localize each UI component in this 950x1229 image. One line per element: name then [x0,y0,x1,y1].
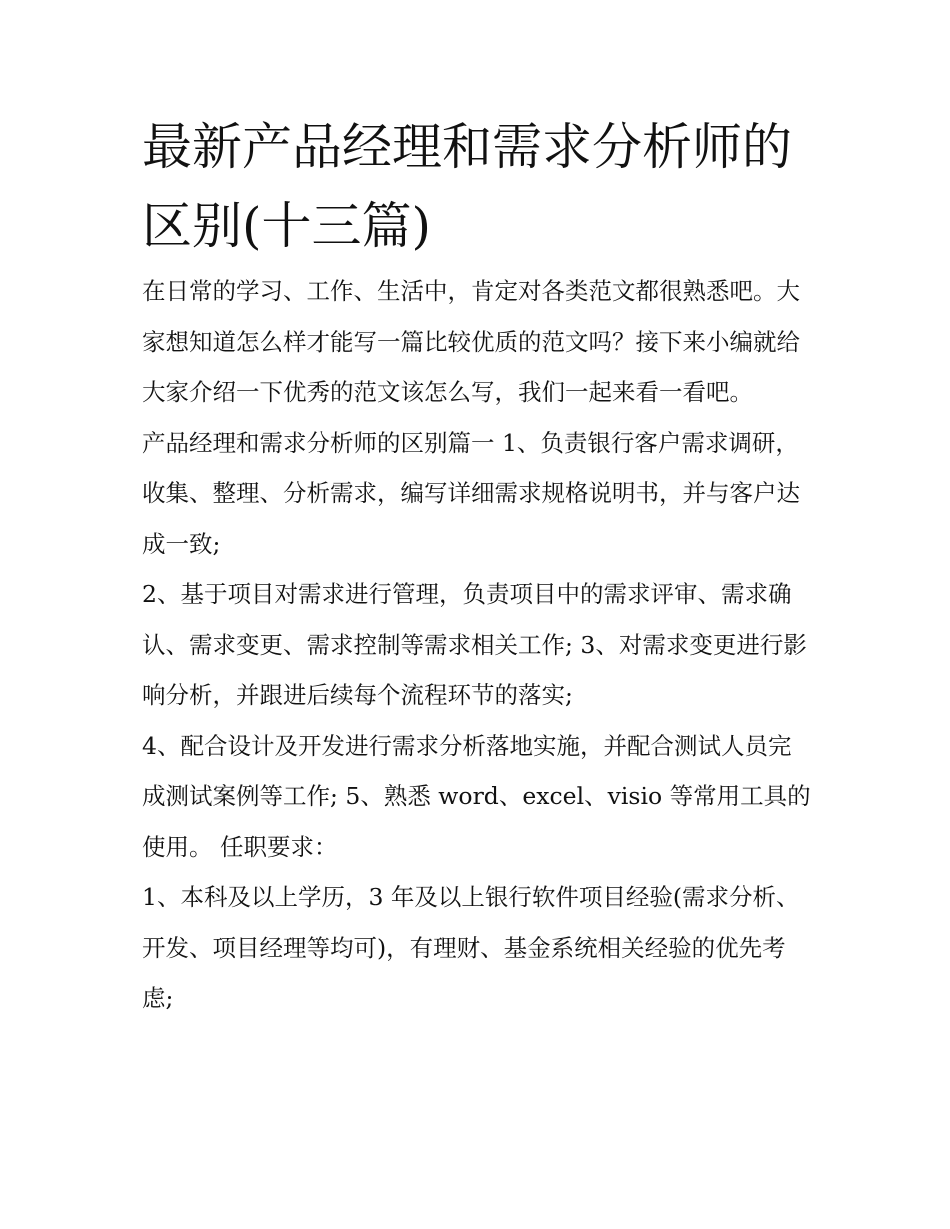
paragraph-4: 1、本科及以上学历，3 年及以上银行软件项目经验(需求分析、开发、项目经理等均可)，有理财、基金系统相关经验的优先考虑; [142,883,800,1012]
document-page [142,108,814,1024]
paragraph-1: 产品经理和需求分析师的区别篇一 1、负责银行客户需求调研，收集、整理、分析需求，编写详细需求规格说明书，并与客户达成一致; [142,428,800,558]
paragraph-intro: 在日常的学习、工作、生活中，肯定对各类范文都很熟悉吧。大家想知道怎么样才能写一篇比较优质的范文吗？接下来小编就给大家介绍一下优秀的范文该怎么写，我们一起来看一看吧。 [142,277,800,406]
document-title: 最新产品经理和需求分析师的区别(十三篇) [142,118,792,255]
paragraph-2: 2、基于项目对需求进行管理，负责项目中的需求评审、需求确认、需求变更、需求控制等需求相关工作; 3、对需求变更进行影响分析，并跟进后续每个流程环节的落实; [142,580,807,709]
paragraph-3: 4、配合设计及开发进行需求分析落地实施，并配合测试人员完成测试案例等工作; 5、熟悉 word、excel、visio 等常用工具的使用。 任职要求： [142,731,811,861]
